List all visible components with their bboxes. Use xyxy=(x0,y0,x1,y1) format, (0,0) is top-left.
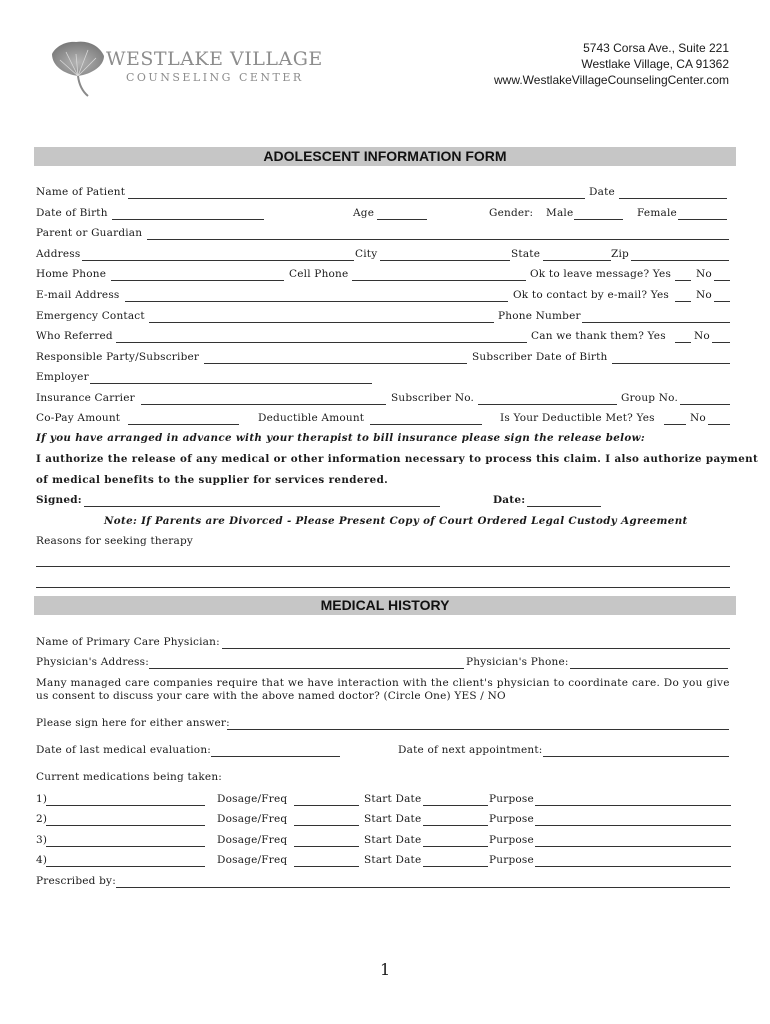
deductible-amount-field[interactable] xyxy=(370,424,482,425)
ginkgo-leaf-icon xyxy=(46,36,108,100)
can-we-thank-no-field[interactable] xyxy=(712,342,730,343)
name-of-patient-field[interactable] xyxy=(128,198,585,199)
home-phone-field[interactable] xyxy=(111,280,284,281)
subscriber-no-field[interactable] xyxy=(478,404,617,405)
authorize-text-2: of medical benefits to the supplier for services rendered. xyxy=(36,474,389,486)
emergency-contact-field[interactable] xyxy=(149,322,494,323)
physician-phone-label: Physician's Phone: xyxy=(466,656,569,668)
consent-text-2: us consent to discuss your care with the above named doctor? (Circle One) YES / NO xyxy=(36,690,506,702)
insurance-carrier-label: Insurance Carrier xyxy=(36,392,135,404)
employer-label: Employer xyxy=(36,371,89,383)
primary-physician-label: Name of Primary Care Physician: xyxy=(36,636,220,648)
parent-guardian-label: Parent or Guardian xyxy=(36,227,143,239)
female-field[interactable] xyxy=(678,219,727,220)
dosage-label: Dosage/Freq xyxy=(217,854,288,866)
prescribed-by-label: Prescribed by: xyxy=(36,875,116,887)
who-referred-field[interactable] xyxy=(116,342,527,343)
signature-field[interactable] xyxy=(84,506,440,507)
purpose-field[interactable] xyxy=(535,846,731,847)
name-of-patient-label: Name of Patient xyxy=(36,186,126,198)
purpose-label: Purpose xyxy=(489,834,534,846)
divorce-note: Note: If Parents are Divorced - Please Present Copy of Court Ordered Legal Custody Agreement xyxy=(104,515,688,527)
consent-text-1: Many managed care companies require that we have interaction with the client's physician to coordinate care. Do you give xyxy=(36,677,730,689)
signed-date-label: Date: xyxy=(493,494,526,506)
reasons-label: Reasons for seeking therapy xyxy=(36,535,194,547)
address-street: 5743 Corsa Ave., Suite 221 xyxy=(583,41,729,55)
date-of-birth-field[interactable] xyxy=(112,219,264,220)
city-field[interactable] xyxy=(380,260,510,261)
ok-contact-email-yes-field[interactable] xyxy=(675,301,691,302)
ok-contact-email-label: Ok to contact by e-mail? Yes xyxy=(513,289,669,301)
ok-leave-message-label: Ok to leave message? Yes xyxy=(530,268,672,280)
date-field[interactable] xyxy=(619,198,727,199)
signed-date-field[interactable] xyxy=(527,506,601,507)
medical-history-title: MEDICAL HISTORY xyxy=(34,596,736,615)
start-date-label: Start Date xyxy=(364,854,422,866)
deductible-amount-label: Deductible Amount xyxy=(258,412,365,424)
responsible-party-field[interactable] xyxy=(204,363,467,364)
med-row-number: 4) xyxy=(36,854,48,866)
release-note: If you have arranged in advance with your therapist to bill insurance please sign the release below: xyxy=(36,432,646,444)
start-date-field[interactable] xyxy=(423,846,488,847)
please-sign-label: Please sign here for either answer: xyxy=(36,717,230,729)
purpose-label: Purpose xyxy=(489,813,534,825)
copay-field[interactable] xyxy=(128,424,239,425)
email-label: E-mail Address xyxy=(36,289,120,301)
logo-name: WESTLAKE VILLAGE xyxy=(106,48,323,70)
subscriber-dob-field[interactable] xyxy=(612,363,730,364)
start-date-field[interactable] xyxy=(423,825,488,826)
next-appt-label: Date of next appointment: xyxy=(398,744,543,756)
insurance-carrier-field[interactable] xyxy=(141,404,386,405)
medication-name-field[interactable] xyxy=(46,805,205,806)
deductible-met-label: Is Your Deductible Met? Yes xyxy=(500,412,655,424)
physician-address-field[interactable] xyxy=(149,668,464,669)
deductible-met-yes-field[interactable] xyxy=(664,424,686,425)
ok-leave-message-yes-field[interactable] xyxy=(675,280,691,281)
reasons-field-line-2[interactable] xyxy=(36,587,730,588)
medication-name-field[interactable] xyxy=(46,866,205,867)
state-field[interactable] xyxy=(543,260,611,261)
ok-contact-email-no-field[interactable] xyxy=(714,301,730,302)
physician-phone-field[interactable] xyxy=(570,668,728,669)
ok-leave-message-no-field[interactable] xyxy=(714,280,730,281)
copay-label: Co-Pay Amount xyxy=(36,412,121,424)
medication-name-field[interactable] xyxy=(46,825,205,826)
dosage-label: Dosage/Freq xyxy=(217,834,288,846)
please-sign-field[interactable] xyxy=(227,729,729,730)
employer-field[interactable] xyxy=(90,383,372,384)
start-date-label: Start Date xyxy=(364,834,422,846)
start-date-label: Start Date xyxy=(364,813,422,825)
deductible-met-no-label: No xyxy=(690,412,706,424)
form-title: ADOLESCENT INFORMATION FORM xyxy=(34,147,736,166)
current-meds-label: Current medications being taken: xyxy=(36,771,223,783)
gender-label: Gender: xyxy=(489,207,534,219)
purpose-label: Purpose xyxy=(489,854,534,866)
female-label: Female xyxy=(637,207,677,219)
dosage-label: Dosage/Freq xyxy=(217,813,288,825)
who-referred-label: Who Referred xyxy=(36,330,113,342)
can-we-thank-no-label: No xyxy=(694,330,710,342)
purpose-field[interactable] xyxy=(535,805,731,806)
age-field[interactable] xyxy=(377,219,427,220)
dosage-field[interactable] xyxy=(294,866,359,867)
male-field[interactable] xyxy=(574,219,623,220)
reasons-field-line-1[interactable] xyxy=(36,566,730,567)
group-no-label: Group No. xyxy=(621,392,679,404)
physician-address-label: Physician's Address: xyxy=(36,656,149,668)
ok-contact-email-no-label: No xyxy=(696,289,712,301)
subscriber-no-label: Subscriber No. xyxy=(391,392,475,404)
emergency-contact-label: Emergency Contact xyxy=(36,310,145,322)
logo-subtitle: COUNSELING CENTER xyxy=(126,71,304,84)
phone-number-field[interactable] xyxy=(582,322,730,323)
address-label: Address xyxy=(36,248,81,260)
logo xyxy=(46,36,323,100)
address-website[interactable]: www.WestlakeVillageCounselingCenter.com xyxy=(493,73,729,87)
age-label: Age xyxy=(353,207,375,219)
email-field[interactable] xyxy=(125,301,508,302)
can-we-thank-yes-field[interactable] xyxy=(675,342,691,343)
zip-label: Zip xyxy=(611,248,629,260)
purpose-field[interactable] xyxy=(535,825,731,826)
signed-label: Signed: xyxy=(36,494,82,506)
primary-physician-field[interactable] xyxy=(222,648,730,649)
dosage-field[interactable] xyxy=(294,805,359,806)
male-label: Male xyxy=(546,207,574,219)
dosage-field[interactable] xyxy=(294,846,359,847)
last-eval-field[interactable] xyxy=(211,756,340,757)
city-label: City xyxy=(355,248,378,260)
phone-number-label: Phone Number xyxy=(498,310,581,322)
ok-leave-message-no-label: No xyxy=(696,268,712,280)
cell-phone-field[interactable] xyxy=(352,280,526,281)
prescribed-by-field[interactable] xyxy=(116,887,730,888)
med-row-number: 1) xyxy=(36,793,48,805)
home-phone-label: Home Phone xyxy=(36,268,107,280)
group-no-field[interactable] xyxy=(680,404,730,405)
next-appt-field[interactable] xyxy=(543,756,729,757)
purpose-field[interactable] xyxy=(535,866,731,867)
med-row-number: 2) xyxy=(36,813,48,825)
dosage-field[interactable] xyxy=(294,825,359,826)
start-date-field[interactable] xyxy=(423,866,488,867)
page-number: 1 xyxy=(380,960,391,979)
med-row-number: 3) xyxy=(36,834,48,846)
subscriber-dob-label: Subscriber Date of Birth xyxy=(472,351,608,363)
last-eval-label: Date of last medical evaluation: xyxy=(36,744,212,756)
purpose-label: Purpose xyxy=(489,793,534,805)
start-date-field[interactable] xyxy=(423,805,488,806)
responsible-party-label: Responsible Party/Subscriber xyxy=(36,351,200,363)
dosage-label: Dosage/Freq xyxy=(217,793,288,805)
can-we-thank-label: Can we thank them? Yes xyxy=(531,330,666,342)
authorize-text-1: I authorize the release of any medical or other information necessary to process this claim. I also authorize payment xyxy=(36,453,759,465)
address-field[interactable] xyxy=(82,260,354,261)
state-label: State xyxy=(511,248,541,260)
date-label: Date xyxy=(589,186,615,198)
parent-guardian-field[interactable] xyxy=(147,239,729,240)
medication-name-field[interactable] xyxy=(46,846,205,847)
zip-field[interactable] xyxy=(631,260,729,261)
address-city: Westlake Village, CA 91362 xyxy=(581,57,729,71)
cell-phone-label: Cell Phone xyxy=(289,268,349,280)
date-of-birth-label: Date of Birth xyxy=(36,207,108,219)
deductible-met-no-field[interactable] xyxy=(708,424,730,425)
start-date-label: Start Date xyxy=(364,793,422,805)
